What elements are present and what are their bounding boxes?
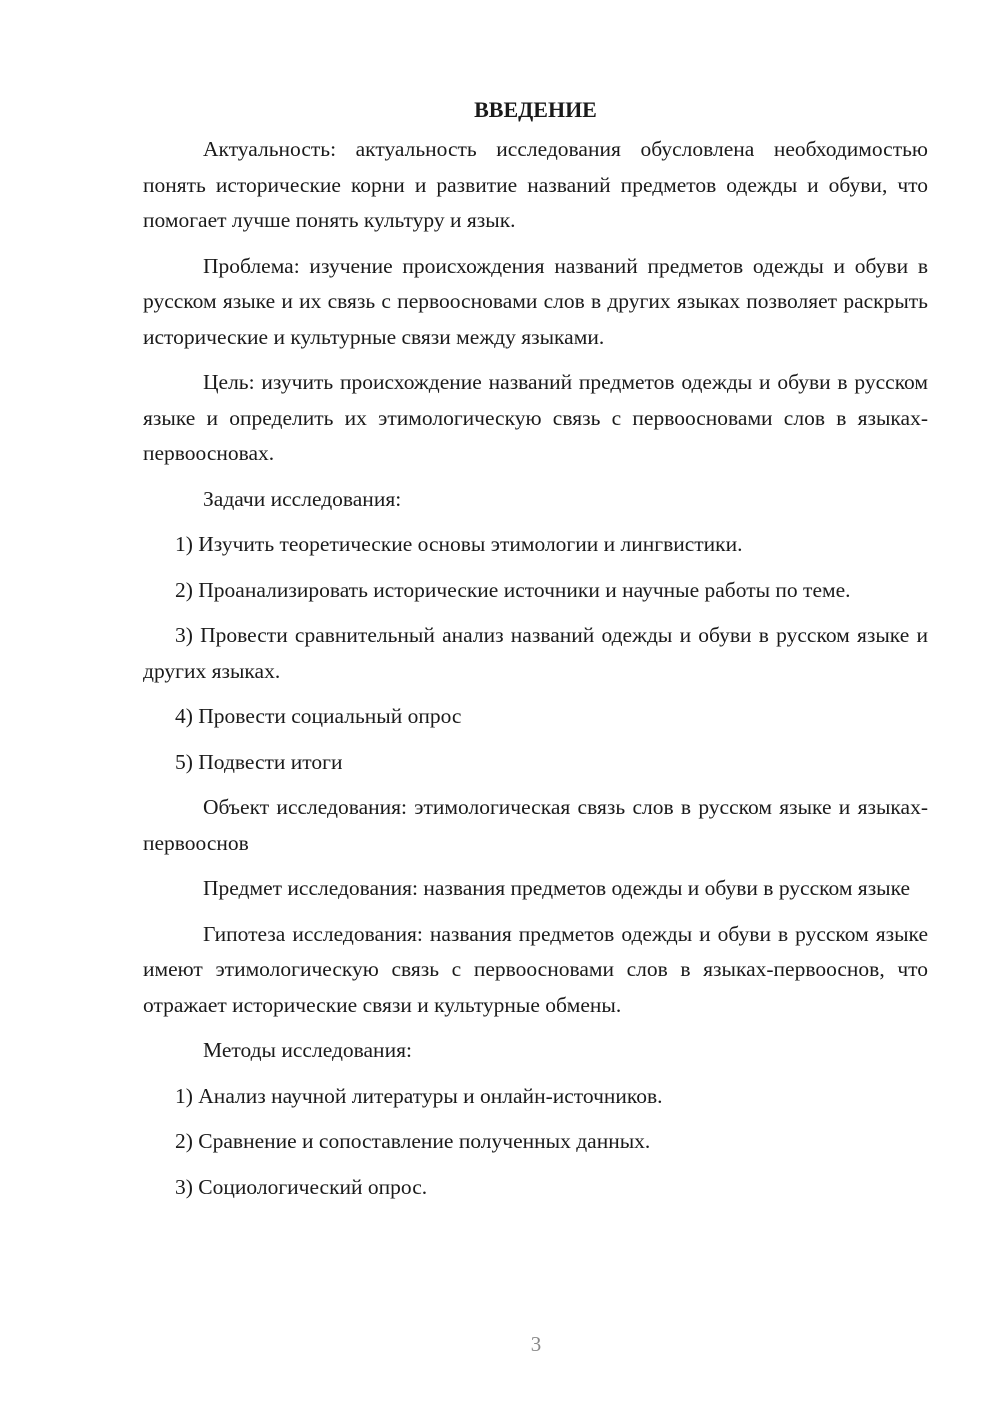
method-item-2: 2) Сравнение и сопоставление полученных данных. (175, 1129, 651, 1153)
hypothesis-paragraph: Гипотеза исследования: названия предметов одежды и обуви в русском языке имеют этимологическую связь с первоосновами слов в языках-первооснов, что отражает исторические связи и культурные обмены. (143, 921, 928, 1017)
goal-paragraph: Цель: изучить происхождение названий предметов одежды и обуви в русском языке и определить их этимологическую связь с первоосновами слов в языках-первоосновах. (143, 370, 928, 465)
task-item-4: 4) Провести социальный опрос (175, 704, 462, 728)
relevance-paragraph: Актуальность: актуальность исследования обусловлена необходимостью понять исторические корни и развитие названий предметов одежды и обуви, что помогает лучше понять культуру и язык. (143, 137, 928, 232)
subject-paragraph: Предмет исследования: названия предметов одежды и обуви в русском языке (203, 876, 911, 900)
page-number: 3 (530, 1332, 542, 1356)
task-item-3: 3) Провести сравнительный анализ названий одежды и обуви в русском языке и других языках. (143, 623, 928, 683)
task-item-5: 5) Подвести итоги (175, 749, 343, 774)
method-item-3: 3) Социологический опрос. (175, 1174, 428, 1199)
document-page (143, 92, 928, 1215)
methods-title: Методы исследования: (203, 1038, 412, 1062)
page-title: ВВЕДЕНИЕ (474, 97, 597, 122)
task-item-2: 2) Проанализировать исторические источники и научные работы по теме. (175, 577, 851, 602)
task-item-1: 1) Изучить теоретические основы этимологии и лингвистики. (175, 532, 743, 556)
method-item-1: 1) Анализ научной литературы и онлайн-источников. (175, 1083, 663, 1108)
object-paragraph: Объект исследования: этимологическая связь слов в русском языке и языках-первооснов (143, 795, 928, 855)
tasks-title: Задачи исследования: (203, 486, 402, 511)
problem-paragraph: Проблема: изучение происхождения названий предметов одежды и обуви в русском языке и их связь с первоосновами слов в других языках позволяет раскрыть исторические и культурные связи между языками. (143, 253, 928, 349)
